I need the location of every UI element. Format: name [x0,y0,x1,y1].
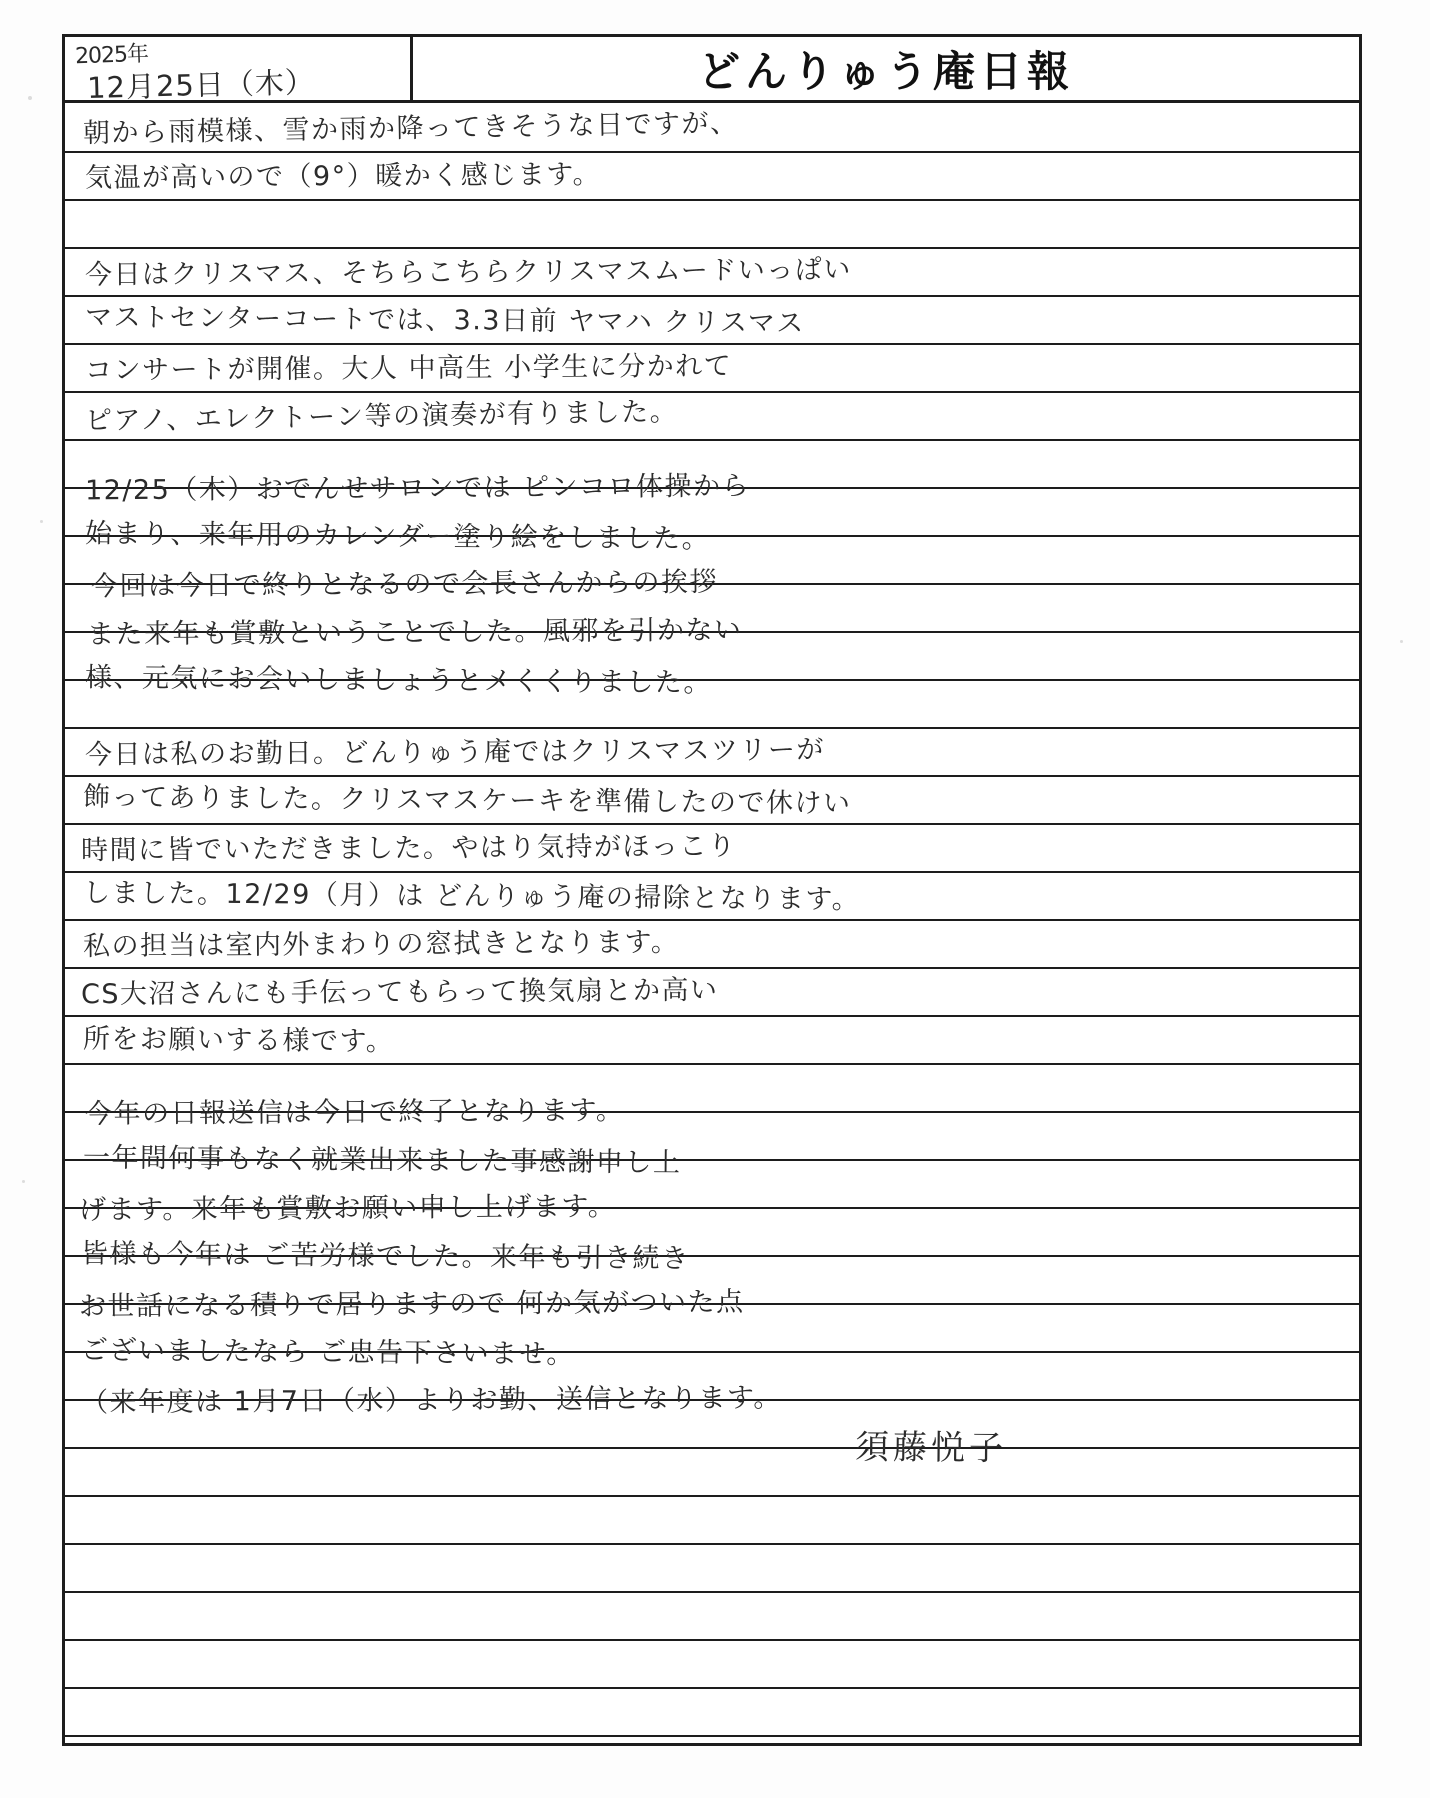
rule-line [65,1015,1359,1017]
page-title: どんりゅう庵日報 [697,46,1074,96]
rule-line [65,1495,1359,1497]
date-year: 2025年 [74,41,149,70]
rule-line [65,1447,1359,1449]
signature: 須藤悦子 [854,1427,1008,1469]
body-line: 始まり、来年用のカレンダー塗り絵をしました。 [84,518,711,555]
body-line: げます。来年も賞敷お願い申し上げます。 [78,1191,617,1226]
rule-line [65,919,1359,921]
scan-speck [22,1180,25,1183]
title-cell [413,37,1359,100]
rule-line [65,1543,1359,1545]
rule-line [65,295,1359,297]
rule-line [65,151,1359,153]
body-line: 12/25（木）おでんせサロンでは ピンコロ体操から [84,470,751,507]
rule-line [65,391,1359,393]
rule-line [65,967,1359,969]
body-line: コンサートが開催。大人 中高生 小学生に分かれて [84,350,733,387]
body-line: CS大沼さんにも手伝ってもらって換気扇とか高い [80,974,719,1011]
rule-line [65,1687,1359,1689]
rule-line [65,1735,1359,1737]
report-form [62,34,1362,1746]
form-header [65,37,1359,103]
body-line: 今回は今日で終りとなるので会長さんからの挨拶 [90,566,719,603]
rule-line [65,1639,1359,1641]
rule-line [65,727,1359,729]
body-line: 今日は私のお勤日。どんりゅう庵ではクリスマスツリーが [84,734,826,771]
body-line: 今年の日報送信は今日で終了となります。 [84,1095,625,1130]
date-cell[interactable] [65,37,413,105]
body-line: 様、元気にお会いしましょうとメくくりました。 [84,662,713,699]
rule-line [65,439,1359,441]
body-line: しました。12/29（月）は どんりゅう庵の掃除となります。 [82,877,861,916]
ruled-lines [65,103,1359,1746]
body-line: マストセンターコートでは、3.3日前 ヤマハ クリスマス [84,301,805,340]
body-line: また来年も賞敷ということでした。風邪を引かない [86,614,743,651]
body-line: 今日はクリスマス、そちらこちらクリスマスムードいっぱい [84,254,852,291]
body-line: 時間に皆でいただきました。やはり気持がほっこり [80,830,737,867]
body-line: 朝から雨模様、雪か雨か降ってきそうな日ですが、 [82,107,739,150]
body-line: お世話になる積りで居りますので 何か気がついた点 [78,1286,745,1323]
rule-line [65,1063,1359,1065]
date-value: 12月25日（木） [86,65,316,105]
body-line: 皆様も今年は ご苦労様でした。来年も引き続き [80,1238,690,1275]
body-line: 気温が高いので（9°）暖かく感じます。 [84,159,602,194]
rule-line [65,1591,1359,1593]
scan-speck [28,96,32,100]
body-line: 私の担当は室内外まわりの窓拭きとなります。 [82,926,680,963]
rule-line [65,247,1359,249]
body-line: （来年度は 1月7日（水）よりお勤、送信となります。 [80,1382,782,1419]
body-line: 一年間何事もなく就業出来ました事感謝申し上 [82,1142,682,1179]
body-line: 所をお願いする様です。 [82,1023,395,1058]
body-line: 飾ってありました。クリスマスケーキを準備したので休けい [82,781,852,820]
body-line: ございましたなら ご忠告下さいませ。 [80,1334,575,1371]
rule-line [65,823,1359,825]
scan-speck [1400,640,1403,643]
rule-line [65,199,1359,201]
rule-line [65,343,1359,345]
rule-line [65,871,1359,873]
scan-speck [40,520,43,523]
body-line: ピアノ、エレクトーン等の演奏が有りました。 [84,396,679,437]
rule-line [65,775,1359,777]
